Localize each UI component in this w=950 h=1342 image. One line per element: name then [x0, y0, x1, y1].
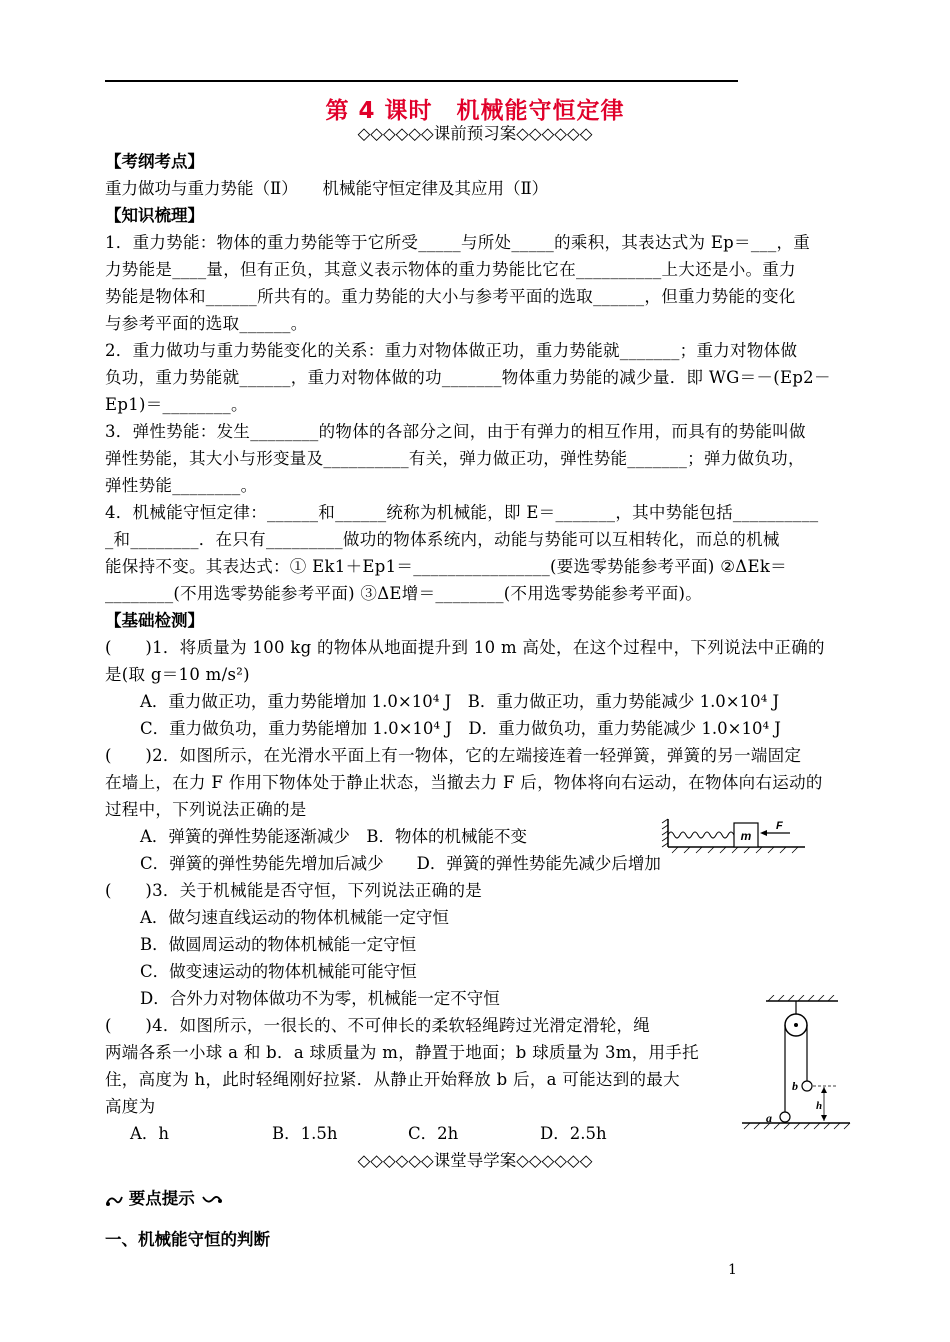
tips-heading-row	[105, 1185, 875, 1212]
q4-stem: 住，高度为 h，此时轻绳刚好拉紧．从静止开始释放 b 后，a 可能达到的最大	[105, 1070, 680, 1089]
knowledge-line: _和________．在只有_________做功的物体系统内，动能与势能可以互相转化，而总的机械	[105, 530, 780, 549]
ball-b-label: b	[792, 1079, 798, 1093]
knowledge-line: 力势能是____量，但有正负，其意义表示物体的重力势能比它在__________上大还是小。重力	[105, 260, 796, 279]
q3-option: C．做变速运动的物体机械能可能守恒	[140, 962, 417, 981]
height-label: h	[816, 1100, 823, 1112]
q1-stem: ( )1．将质量为 100 kg 的物体从地面提升到 10 m 高处，在这个过程中，下列说法中正确的	[105, 638, 825, 657]
q2-stem: ( )2．如图所示，在光滑水平面上有一物体，它的左端接连着一轻弹簧，弹簧的另一端固定	[105, 746, 802, 765]
knowledge-line: Ep1)＝________。	[105, 395, 248, 414]
knowledge-line: 弹性势能，其大小与形变量及__________有关，弹力做正功，弹性势能_______；弹力做负功，	[105, 449, 805, 468]
part1-heading: 一、机械能守恒的判断	[105, 1230, 270, 1249]
knowledge-line: 4．机械能守恒定律：______和______统称为机械能，即 E＝_______，其中势能包括__________	[105, 503, 819, 522]
q3-option: B．做圆周运动的物体机械能一定守恒	[140, 935, 417, 954]
knowledge-line: ________(不用选零势能参考平面) ③ΔE增＝________(不用选零势能参考平面)。	[105, 584, 703, 603]
knowledge-heading: 【知识梳理】	[105, 206, 204, 225]
q4-stem: 高度为	[105, 1097, 156, 1116]
q2-options-ab: A．弹簧的弹性势能逐渐减少 B．物体的机械能不变	[140, 827, 528, 846]
knowledge-line: 2．重力做功与重力势能变化的关系：重力对物体做正功，重力势能就_______；重力对物体做	[105, 341, 798, 360]
q3-option: A．做匀速直线运动的物体机械能一定守恒	[140, 908, 449, 927]
basic-heading: 【基础检测】	[105, 611, 204, 630]
q2-stem: 过程中，下列说法正确的是	[105, 800, 307, 819]
spring-block-figure	[660, 815, 810, 855]
ball-a-label: a	[766, 1111, 772, 1125]
knowledge-line: 与参考平面的选取______。	[105, 314, 308, 333]
q4-stem: 两端各系一小球 a 和 b．a 球质量为 m，静置于地面；b 球质量为 3m，用手托	[105, 1043, 699, 1062]
pulley-figure	[738, 995, 853, 1130]
q1-stem: 是(取 g＝10 m/s²)	[105, 665, 250, 684]
q3-stem: ( )3．关于机械能是否守恒，下列说法正确的是	[105, 881, 483, 900]
knowledge-line: 势能是物体和______所共有的。重力势能的大小与参考平面的选取______，但重力势能的变化	[105, 287, 796, 306]
q4-option-d: D．2.5h	[540, 1124, 607, 1143]
q4-option-b: B．1.5h	[272, 1124, 338, 1143]
exam-points-text: 重力做功与重力势能（Ⅱ） 机械能守恒定律及其应用（Ⅱ）	[105, 179, 549, 198]
knowledge-line: 负功，重力势能就______，重力对物体做的功_______物体重力势能的减少量．即 WG＝－(Ep2－	[105, 368, 831, 387]
tips-heading: 要点提示	[128, 1189, 195, 1208]
q1-options-ab: A．重力做正功，重力势能增加 1.0×10⁴ J B．重力做正功，重力势能减少 1.0×10⁴ J	[140, 692, 780, 711]
knowledge-line: 能保持不变。其表达式：① Ek1＋Ep1＝________________(要选零势能参考平面) ②ΔEk＝	[105, 557, 787, 576]
page-title: 第 4 课时 机械能守恒定律	[325, 98, 625, 124]
section-in-class: ◇◇◇◇◇◇课堂导学案◇◇◇◇◇◇	[357, 1151, 593, 1170]
knowledge-line: 3．弹性势能：发生________的物体的各部分之间，由于有弹力的相互作用，而具有的势能叫做	[105, 422, 806, 441]
q3-option: D．合外力对物体做功不为零，机械能一定不守恒	[140, 989, 500, 1008]
ornament-left-icon	[105, 1193, 123, 1207]
q4-stem: ( )4．如图所示，一很长的、不可伸长的柔软轻绳跨过光滑定滑轮，绳	[105, 1016, 651, 1035]
header-rule	[105, 80, 738, 82]
ornament-right-icon	[201, 1193, 223, 1207]
knowledge-line: 弹性势能________。	[105, 476, 258, 495]
mass-label: m	[740, 829, 752, 843]
q4-option-c: C．2h	[408, 1124, 459, 1143]
q2-stem: 在墙上，在力 F 作用下物体处于静止状态，当撤去力 F 后，物体将向右运动，在物体向右运动的	[105, 773, 823, 792]
q2-options-cd: C．弹簧的弹性势能先增加后减少 D．弹簧的弹性势能先减少后增加	[140, 854, 661, 873]
force-label: F	[776, 820, 783, 832]
q4-option-a: A．h	[130, 1124, 170, 1143]
q1-options-cd: C．重力做负功，重力势能增加 1.0×10⁴ J D．重力做负功，重力势能减少 1.0×10⁴ J	[140, 719, 781, 738]
knowledge-line: 1．重力势能：物体的重力势能等于它所受_____与所处_____的乘积，其表达式为 Ep＝___，重	[105, 233, 811, 252]
page-number: 1	[728, 1262, 737, 1278]
exam-points-heading: 【考纲考点】	[105, 152, 204, 171]
section-pre-class: ◇◇◇◇◇◇课前预习案◇◇◇◇◇◇	[357, 124, 593, 143]
